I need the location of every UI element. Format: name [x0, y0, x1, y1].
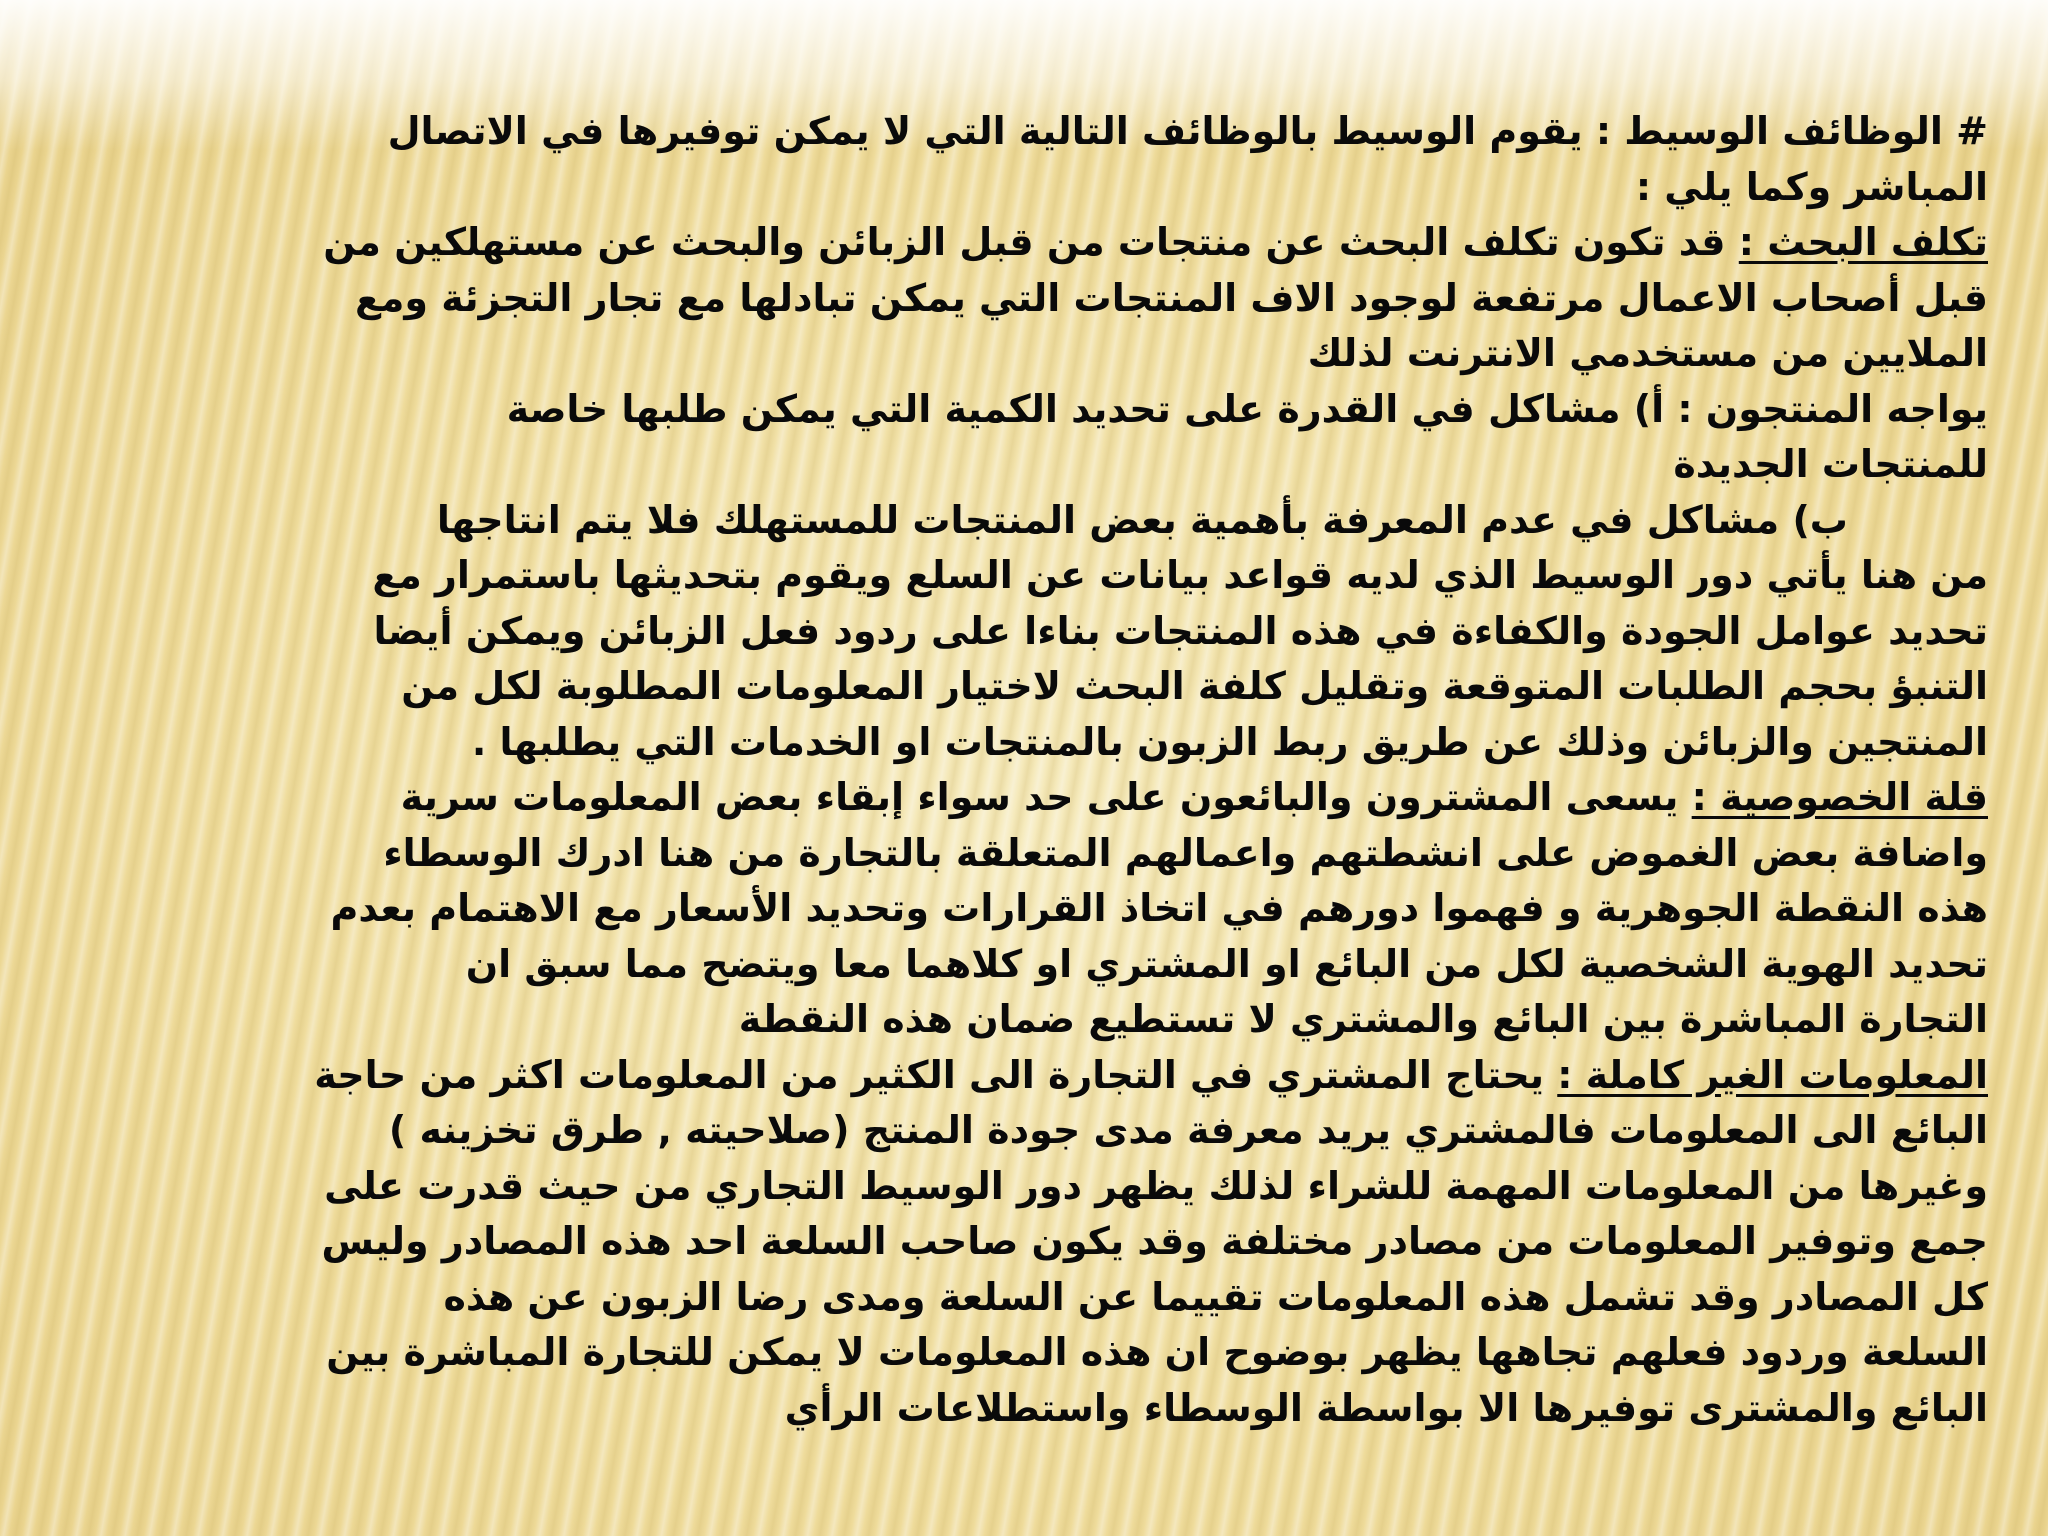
incomplete-info-line-2: البائع الى المعلومات فالمشتري يريد معرفة مدى جودة المنتج (صلاحيته , طرق تخزينه ) [388, 1108, 1988, 1152]
privacy-line-3: هذه النقطة الجوهرية و فهموا دورهم في اتخاذ القرارات وتحديد الأسعار مع الاهتمام بعدم [330, 886, 1988, 930]
privacy-heading: قلة الخصوصية : [1691, 775, 1988, 819]
incomplete-info-line-5: كل المصادر وقد تشمل هذه المعلومات تقييما عن السلعة ومدى رضا الزبون عن هذه [443, 1274, 1988, 1319]
search-cost-text-1: قد تكون تكلف البحث عن منتجات من قبل الزبائن والبحث عن مستهلكين من [323, 220, 1739, 264]
intro-line-2: المباشر وكما يلي : [1635, 164, 1988, 209]
incomplete-info-line-6: السلعة وردود فعلهم تجاهها يظهر بوضوح ان هذه المعلومات لا يمكن للتجارة المباشرة بين [326, 1330, 1988, 1374]
privacy-line-1 [88, 770, 1988, 826]
incomplete-info-line-3: وغيرها من المعلومات المهمة للشراء لذلك يظهر دور الوسيط التجاري من حيث قدرت على [324, 1163, 1988, 1208]
intro-line-1: # الوظائف الوسيط : يقوم الوسيط بالوظائف التالية التي لا يمكن توفيرها في الاتصال [387, 109, 1988, 153]
privacy-line-5: التجارة المباشرة بين البائع والمشتري لا تستطيع ضمان هذه النقطة [738, 997, 1988, 1041]
search-cost-line-5: للمنتجات الجديدة [1673, 442, 1988, 486]
incomplete-info-line-1 [88, 1048, 1988, 1104]
slide-text-body [88, 104, 1988, 1436]
privacy-line-4: تحديد الهوية الشخصية لكل من البائع او المشتري او كلاهما معا ويتضح مما سبق ان [465, 941, 1988, 986]
incomplete-info-heading: المعلومات الغير كاملة : [1557, 1052, 1988, 1097]
search-cost-line-6: ب) مشاكل في عدم المعرفة بأهمية بعض المنتجات للمستهلك فلا يتم انتاجها [436, 497, 1848, 542]
incomplete-info-text-1: يحتاج المشتري في التجارة الى الكثير من المعلومات اكثر من حاجة [314, 1052, 1558, 1097]
search-cost-line-9: التنبؤ بحجم الطلبات المتوقعة وتقليل كلفة البحث لاختيار المعلومات المطلوبة لكل من [401, 664, 1988, 708]
search-cost-line-8: تحديد عوامل الجودة والكفاءة في هذه المنتجات بناءا على ردود فعل الزبائن ويمكن أيضا [373, 608, 1988, 653]
search-cost-line-7: من هنا يأتي دور الوسيط الذي لديه قواعد بيانات عن السلع ويقوم بتحديثها باستمرار مع [372, 553, 1988, 597]
privacy-line-2: واضافة بعض الغموض على انشطتهم واعمالهم المتعلقة بالتجارة من هنا ادرك الوسطاء [383, 830, 1988, 875]
incomplete-info-line-4: جمع وتوفير المعلومات من مصادر مختلفة وقد يكون صاحب السلعة احد هذه المصادر وليس [321, 1219, 1988, 1263]
search-cost-heading: تكلف البحث : [1738, 220, 1988, 264]
search-cost-line-4: يواجه المنتجون : أ) مشاكل في القدرة على تحديد الكمية التي يمكن طلبها خاصة [506, 386, 1988, 431]
search-cost-line-3: الملايين من مستخدمي الانترنت لذلك [1307, 331, 1988, 375]
privacy-text-1: يسعى المشترون والبائعون على حد سواء إبقاء بعض المعلومات سرية [400, 775, 1692, 819]
search-cost-line-10: المنتجين والزبائن وذلك عن طريق ربط الزبون بالمنتجات او الخدمات التي يطلبها . [471, 719, 1988, 764]
incomplete-info-line-7: البائع والمشترى توفيرها الا بواسطة الوسطاء واستطلاعات الرأي [784, 1385, 1988, 1430]
search-cost-line-2: قبل أصحاب الاعمال مرتفعة لوجود الاف المنتجات التي يمكن تبادلها مع تجار التجزئة ومع [354, 275, 1988, 320]
search-cost-line-1 [88, 215, 1988, 271]
